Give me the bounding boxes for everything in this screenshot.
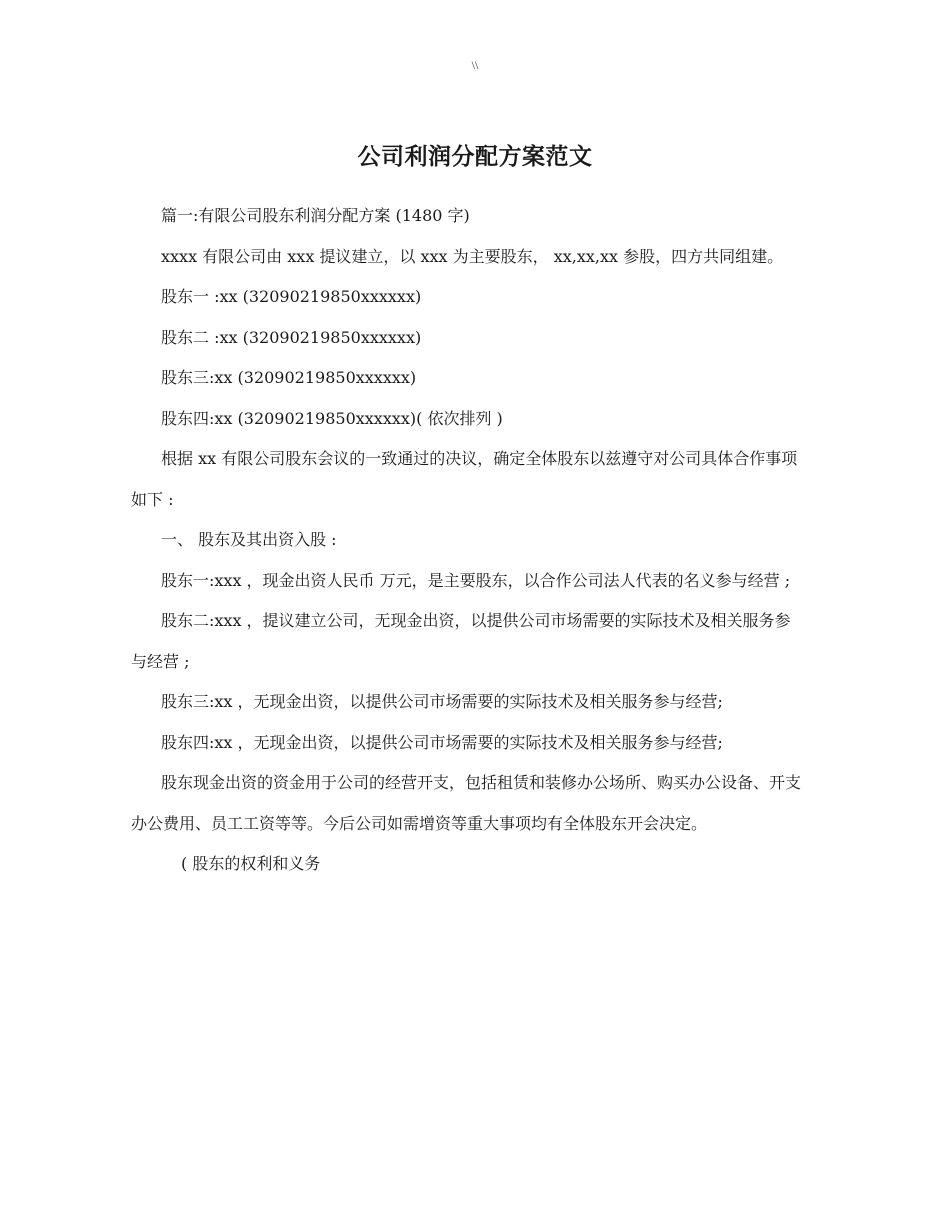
paragraph-intro: xxxx 有限公司由 xxx 提议建立，以 xxx 为主要股东， xx,xx,xx 参股，四方共同组建。 (161, 246, 784, 266)
header-mark: \\ (471, 58, 479, 72)
shareholder-2-contribution: 股东二:xxx ，提议建立公司，无现金出资，以提供公司市场需要的实际技术及相关服务参与经营 ; (131, 611, 791, 671)
paragraph-funds-usage: 股东现金出资的资金用于公司的经营开支，包括租赁和装修办公场所、购买办公设备、开支办公费用、员工工资等等。今后公司如需增资等重大事项均有全体股东开会决定。 (131, 773, 802, 833)
shareholder-4-contribution: 股东四:xx ，无现金出资，以提供公司市场需要的实际技术及相关服务参与经营; (161, 732, 723, 752)
shareholder-4-line: 股东四:xx (32090219850xxxxxx)( 依次排列 ) (161, 408, 503, 428)
document-body (131, 196, 803, 885)
document-title: 公司利润分配方案范文 (357, 144, 593, 170)
subsection-heading-rights: ( 股东的权利和义务 (181, 854, 321, 873)
shareholder-3-contribution: 股东三:xx ，无现金出资，以提供公司市场需要的实际技术及相关服务参与经营; (161, 692, 723, 711)
shareholder-1-contribution: 股东一:xxx ，现金出资人民币 万元，是主要股东，以合作公司法人代表的名义参与经营 ; (161, 570, 791, 590)
subsection-heading: 一、 股东及其出资入股 : (161, 530, 337, 549)
shareholder-3-line: 股东三:xx (32090219850xxxxxx) (161, 368, 417, 387)
shareholder-1-line: 股东一 :xx (32090219850xxxxxx) (161, 287, 422, 306)
section-heading: 篇一:有限公司股东利润分配方案 (1480 字) (161, 206, 470, 225)
paragraph-resolution: 根据 xx 有限公司股东会议的一致通过的决议，确定全体股东以兹遵守对公司具体合作事项如下 : (131, 449, 798, 509)
shareholder-2-line: 股东二 :xx (32090219850xxxxxx) (161, 327, 422, 347)
